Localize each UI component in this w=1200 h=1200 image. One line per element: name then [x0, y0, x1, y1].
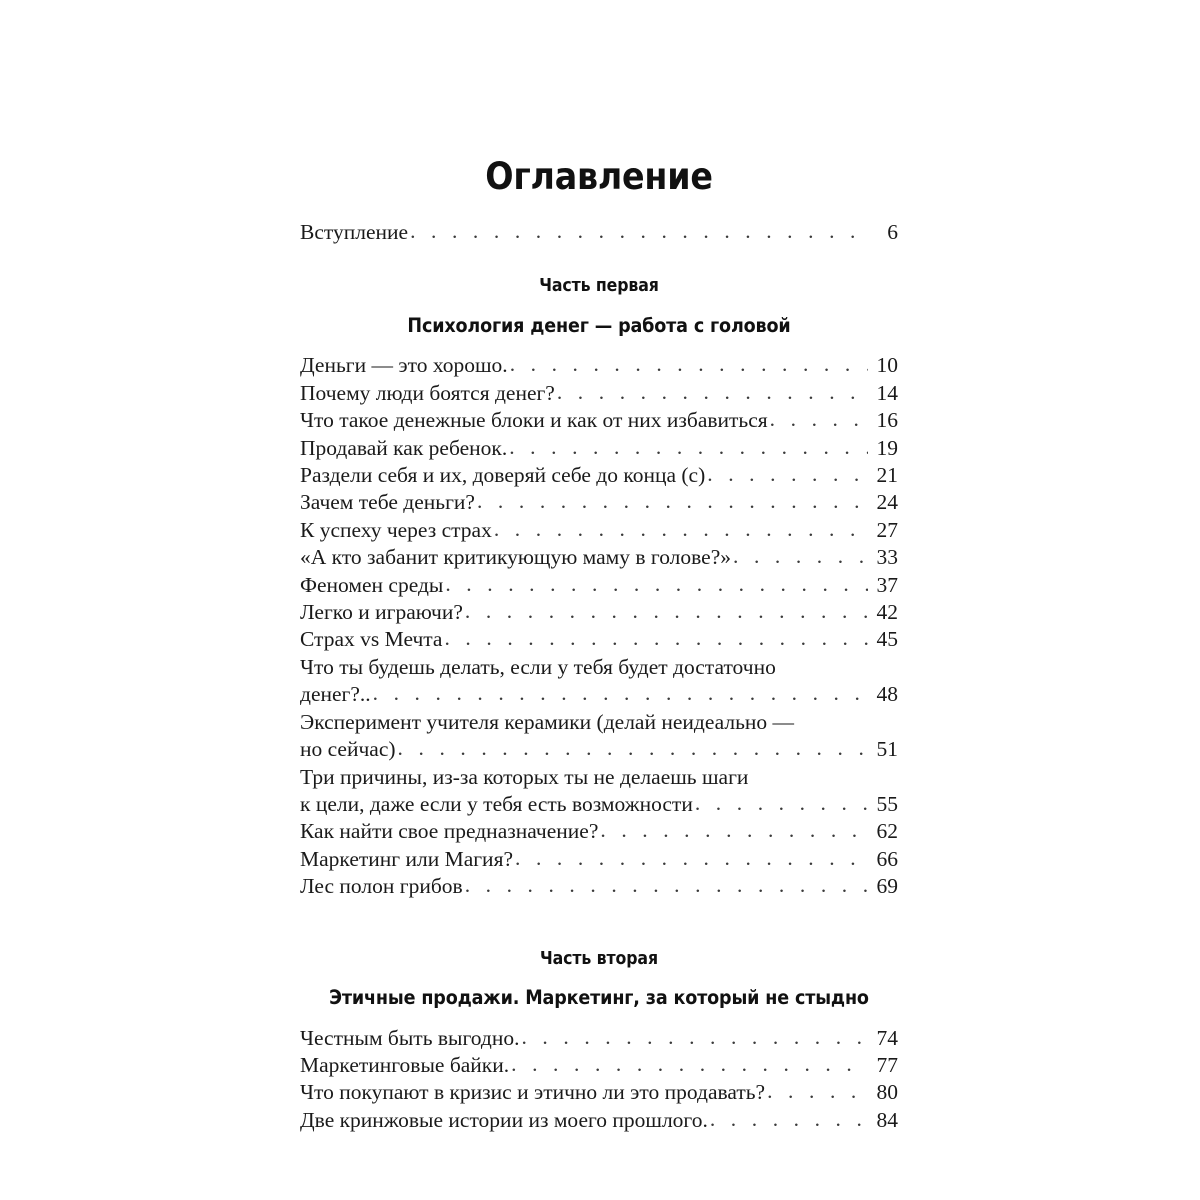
toc-entry-label: Две кринжовые истории из моего прошлого. [300, 1107, 708, 1132]
toc-page-number: 37 [876, 572, 898, 597]
toc-page-number: 74 [876, 1025, 898, 1050]
part-heading-two [300, 948, 898, 1010]
toc-entry[interactable] [300, 1025, 898, 1052]
toc-page-number: 24 [876, 490, 898, 515]
toc-entry-row [300, 1052, 898, 1079]
toc-entry-row [300, 544, 898, 571]
toc-entry-row [300, 736, 898, 763]
toc-page-number: 33 [876, 545, 898, 570]
dot-leader [509, 434, 868, 461]
toc-page-number: 16 [876, 408, 898, 433]
toc-page-number: 62 [876, 819, 898, 844]
dot-leader [465, 872, 868, 899]
toc-entry-row [300, 517, 898, 544]
toc-entry-row [300, 352, 898, 379]
toc-page-number: 77 [876, 1052, 898, 1077]
toc-content [300, 0, 898, 1134]
toc-entry-row [300, 791, 898, 818]
toc-entry-label: но сейчас) [300, 737, 396, 762]
toc-page-number: 51 [876, 737, 898, 762]
toc-entry-label: к цели, даже если у тебя есть возможности [300, 791, 693, 816]
toc-page-number: 66 [876, 846, 898, 871]
toc-entry-label: Что покупают в кризис и этично ли это продавать? [300, 1080, 766, 1105]
part-label: Часть вторая [540, 948, 658, 969]
toc-entry-label: Феномен среды [300, 572, 444, 597]
toc-entry[interactable] [300, 572, 898, 599]
toc-entry[interactable] [300, 517, 898, 544]
spacer-part-one-list [300, 335, 898, 352]
toc-entry-row [300, 599, 898, 626]
dot-leader [707, 461, 868, 488]
spacer-before-part-two [300, 901, 898, 951]
toc-entry-line: Три причины, из-за которых ты не делаешь шаги [300, 764, 749, 789]
toc-entry[interactable] [300, 846, 898, 873]
toc-entry-row [300, 818, 898, 845]
dot-leader [600, 817, 868, 844]
toc-page-number: 10 [876, 353, 898, 378]
toc-entry[interactable] [300, 626, 898, 653]
toc-entry-line: Эксперимент учителя керамики (делай неидеально — [300, 709, 795, 734]
page-title: Оглавление [485, 155, 713, 198]
toc-entry-label: Что такое денежные блоки и как от них избавиться [300, 408, 768, 433]
dot-leader [695, 790, 868, 817]
dot-leader [444, 625, 868, 652]
dot-leader [515, 845, 868, 872]
toc-entry-label: Честным быть выгодно. [300, 1025, 520, 1050]
dot-leader [477, 488, 868, 515]
dot-leader [398, 735, 868, 762]
toc-entry-row [300, 489, 898, 516]
toc-entry[interactable] [300, 380, 898, 407]
toc-page-number: 84 [876, 1107, 898, 1132]
dot-leader [767, 1078, 868, 1105]
toc-entry[interactable] [300, 654, 898, 709]
toc-entry-row [300, 435, 898, 462]
dot-leader [710, 1106, 868, 1133]
toc-entry-label: «А кто забанит критикующую маму в голове?» [300, 545, 731, 570]
toc-entry-row [300, 681, 898, 708]
toc-entry-label: денег?.. [300, 682, 371, 707]
toc-entry[interactable] [300, 764, 898, 819]
toc-page-number: 14 [876, 380, 898, 405]
toc-entry-label: Вступление [300, 220, 409, 244]
toc-entry-row [300, 462, 898, 489]
spacer-after-title [300, 195, 898, 219]
toc-entry-row [300, 626, 898, 653]
toc-page-number: 80 [876, 1080, 898, 1105]
dot-leader [410, 218, 868, 245]
toc-entry-row [300, 873, 898, 900]
toc-entry-row [300, 846, 898, 873]
dot-leader [465, 598, 868, 625]
toc-entry-line: Что ты будешь делать, если у тебя будет достаточно [300, 654, 776, 679]
toc-entry[interactable] [300, 818, 898, 845]
toc-entry-label: К успеху через страх [300, 517, 492, 542]
toc-entry-label: Продавай как ребенок. [300, 435, 508, 460]
toc-entry-label: Лес полон грибов [300, 874, 463, 899]
toc-entry[interactable] [300, 407, 898, 434]
toc-entry[interactable] [300, 1052, 898, 1079]
toc-page-number: 21 [876, 463, 898, 488]
toc-page-number: 48 [876, 682, 898, 707]
toc-entry[interactable] [300, 1107, 898, 1134]
toc-page-number: 42 [876, 600, 898, 625]
toc-page-number: 69 [876, 874, 898, 899]
dot-leader [494, 516, 868, 543]
toc-entry[interactable] [300, 873, 898, 900]
toc-entry-label: Деньги — это хорошо. [300, 353, 508, 378]
toc-entry-row [300, 1025, 898, 1052]
toc-entry[interactable] [300, 599, 898, 626]
toc-entry-row [300, 1079, 898, 1106]
toc-entry-intro[interactable] [300, 219, 898, 246]
toc-entry[interactable] [300, 352, 898, 379]
toc-entry[interactable] [300, 489, 898, 516]
toc-entry-row [300, 572, 898, 599]
toc-entry-row [300, 380, 898, 407]
dot-leader [770, 406, 868, 433]
part-subtitle: Психология денег — работа с головой [407, 313, 791, 337]
spacer-before-part-one [300, 246, 898, 278]
toc-entry[interactable] [300, 462, 898, 489]
toc-entry-label: Почему люди боятся денег? [300, 380, 555, 405]
toc-page-number: 19 [876, 435, 898, 460]
toc-entry-label: Как найти свое предназначение? [300, 819, 599, 844]
spacer-part-two-list [300, 1008, 898, 1025]
part-label: Часть первая [539, 276, 659, 297]
dot-leader [373, 680, 868, 707]
part-subtitle: Этичные продажи. Маркетинг, за который не стыдно [329, 986, 869, 1010]
part-heading-one [300, 278, 898, 335]
toc-entry-label: Раздели себя и их, доверяй себе до конца (с) [300, 463, 706, 488]
dot-leader [445, 571, 868, 598]
dot-leader [511, 1051, 868, 1078]
toc-entry[interactable] [300, 435, 898, 462]
toc-entry[interactable] [300, 709, 898, 764]
toc-entry[interactable] [300, 544, 898, 571]
toc-entry-label: Зачем тебе деньги? [300, 490, 475, 515]
toc-list-part-one [300, 352, 898, 900]
toc-page-number: 6 [887, 220, 898, 244]
toc-list-part-two [300, 1025, 898, 1135]
dot-leader [733, 543, 868, 570]
toc-entry-row [300, 407, 898, 434]
dot-leader [521, 1024, 868, 1051]
toc-page-number: 27 [876, 517, 898, 542]
toc-page-number: 55 [876, 791, 898, 816]
dot-leader [557, 379, 868, 406]
toc-entry-label: Страх vs Мечта [300, 627, 443, 652]
toc-entry-label: Легко и играючи? [300, 600, 463, 625]
toc-entry[interactable] [300, 1079, 898, 1106]
toc-entry-label: Маркетинг или Магия? [300, 846, 513, 871]
toc-entry-label: Маркетинговые байки. [300, 1052, 510, 1077]
toc-page-number: 45 [876, 627, 898, 652]
dot-leader [510, 351, 868, 378]
toc-entry-row [300, 1107, 898, 1134]
